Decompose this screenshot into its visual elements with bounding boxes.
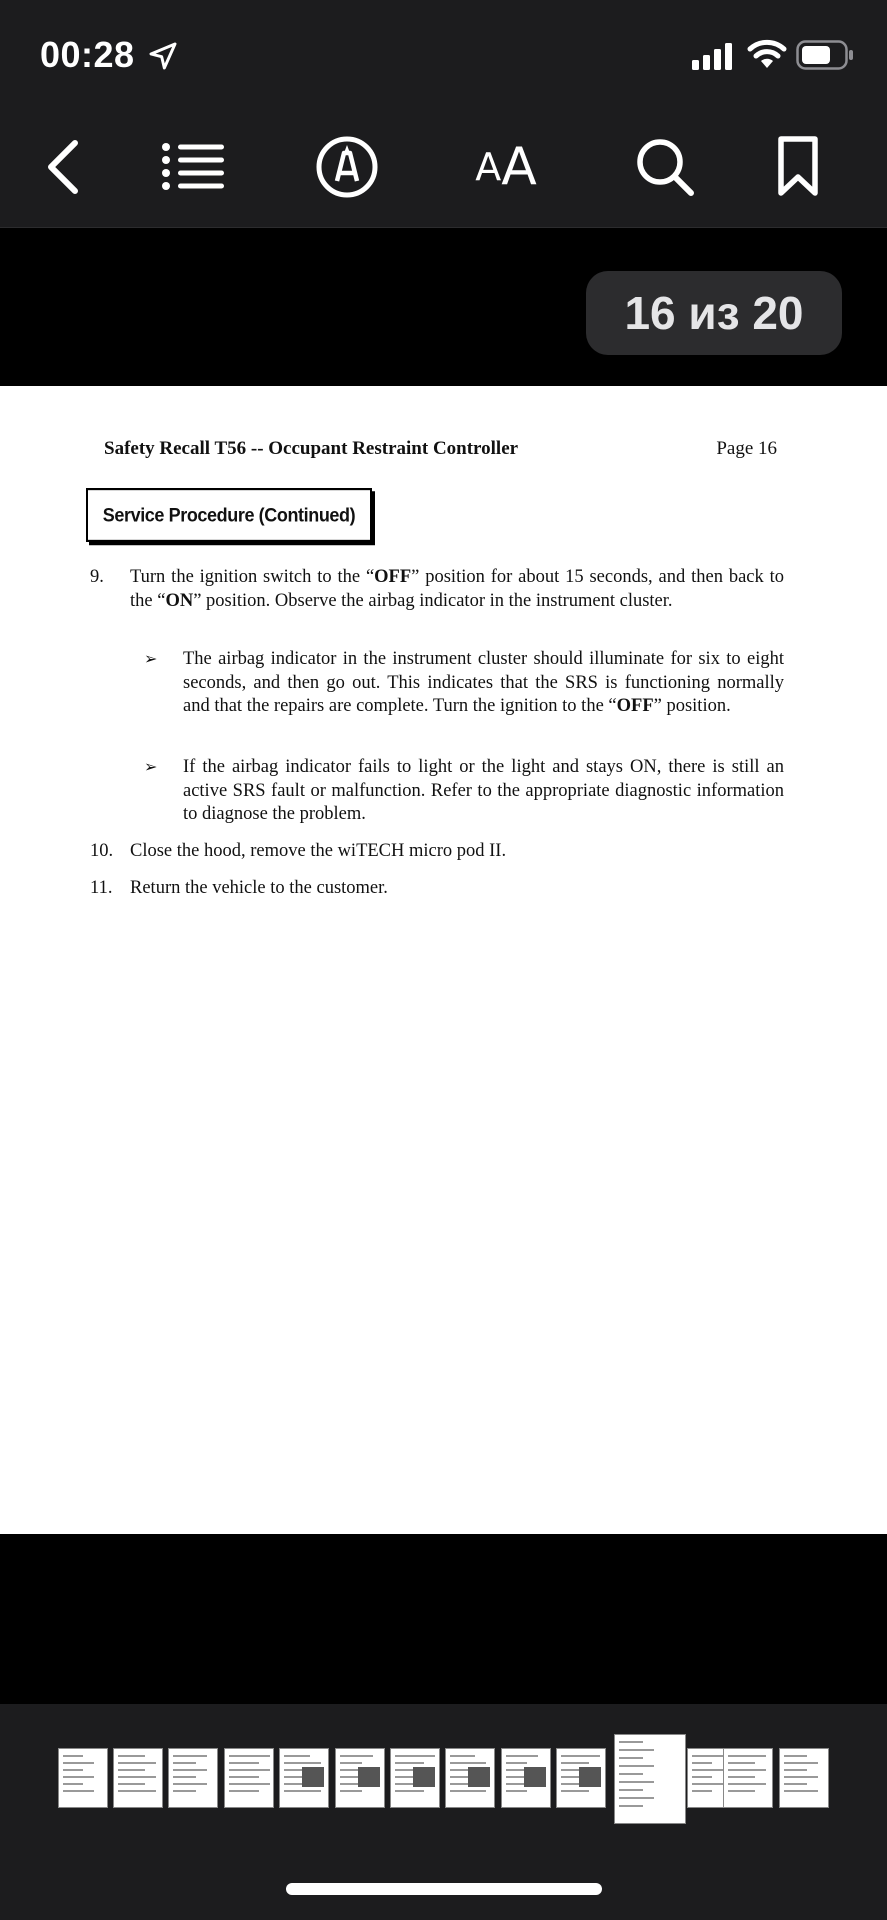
thumbnail-text-line xyxy=(118,1755,145,1757)
text-size-button[interactable] xyxy=(468,132,544,202)
thumbnail-text-line xyxy=(450,1755,475,1757)
thumbnail-text-line xyxy=(561,1790,589,1792)
battery-icon xyxy=(796,40,854,70)
thumbnail-text-line xyxy=(784,1790,818,1792)
page-thumbnail[interactable] xyxy=(614,1734,686,1824)
chevron-left-icon xyxy=(41,137,85,197)
reader-toolbar xyxy=(0,110,887,228)
thumbnail-text-line xyxy=(506,1755,538,1757)
thumbnail-image xyxy=(302,1767,324,1787)
thumbnail-text-line xyxy=(784,1769,807,1771)
procedure-bullet xyxy=(144,648,784,719)
thumbnail-text-line xyxy=(728,1783,766,1785)
page-thumbnail[interactable] xyxy=(445,1748,495,1808)
arrow-bullet-icon: ➢ xyxy=(144,759,158,776)
document-header-page: Page 16 xyxy=(716,438,777,459)
procedure-bullet xyxy=(144,756,784,827)
thumbnail-text-line xyxy=(229,1790,259,1792)
thumbnail-image xyxy=(413,1767,435,1787)
thumbnail-text-line xyxy=(692,1790,712,1792)
magnifier-icon xyxy=(633,135,697,199)
thumbnail-text-line xyxy=(340,1790,362,1792)
back-button[interactable] xyxy=(28,132,98,202)
thumbnail-text-line xyxy=(506,1790,527,1792)
bookmark-icon xyxy=(774,135,822,199)
step-number: 11. xyxy=(90,878,113,898)
procedure-step xyxy=(90,840,784,864)
thumbnail-text-line xyxy=(284,1755,310,1757)
page-thumbnail[interactable] xyxy=(501,1748,551,1808)
page-thumbnail[interactable] xyxy=(224,1748,274,1808)
thumbnail-image xyxy=(358,1767,380,1787)
thumbnail-text-line xyxy=(229,1762,259,1764)
thumbnail-text-line xyxy=(692,1762,712,1764)
thumbnail-text-line xyxy=(784,1762,818,1764)
thumbnail-text-line xyxy=(619,1781,654,1783)
thumbnail-text-line xyxy=(395,1762,424,1764)
thumbnail-text-line xyxy=(395,1790,424,1792)
thumbnail-text-line xyxy=(619,1797,654,1799)
thumbnail-text-line xyxy=(728,1755,766,1757)
arrow-bullet-icon: ➢ xyxy=(144,651,158,668)
thumbnail-text-line xyxy=(229,1769,270,1771)
thumbnail-text-line xyxy=(118,1790,156,1792)
page-thumbnail[interactable] xyxy=(168,1748,218,1808)
step-text: Close the hood, remove the wiTECH micro pod II. xyxy=(130,841,507,861)
thumbnail-text-line xyxy=(229,1755,270,1757)
thumbnail-text-line xyxy=(450,1762,486,1764)
thumbnail-text-line xyxy=(118,1769,145,1771)
thumbnail-text-line xyxy=(619,1741,643,1743)
wifi-icon xyxy=(747,38,787,70)
thumbnail-text-line xyxy=(173,1790,196,1792)
thumbnail-text-line xyxy=(506,1762,527,1764)
thumbnail-image xyxy=(524,1767,546,1787)
thumbnail-text-line xyxy=(784,1776,818,1778)
status-bar xyxy=(0,0,887,110)
thumbnail-text-line xyxy=(229,1776,259,1778)
list-icon xyxy=(160,141,226,193)
thumbnail-text-line xyxy=(784,1755,807,1757)
step-text: Turn the ignition switch to the “OFF” position for about 15 seconds, and then back to the “ON” position. Observe the airbag indicator in the instrument cluster. xyxy=(130,567,784,611)
thumbnail-text-line xyxy=(450,1790,486,1792)
thumbnail-text-line xyxy=(692,1755,723,1757)
thumbnail-text-line xyxy=(728,1776,755,1778)
thumbnail-text-line xyxy=(619,1805,643,1807)
thumbnail-text-line xyxy=(728,1762,755,1764)
search-button[interactable] xyxy=(630,132,700,202)
home-indicator[interactable] xyxy=(286,1883,602,1895)
thumbnail-image xyxy=(579,1767,601,1787)
page-thumbnail[interactable] xyxy=(113,1748,163,1808)
thumbnail-text-line xyxy=(619,1789,643,1791)
page-thumbnail[interactable] xyxy=(723,1748,773,1808)
thumbnail-text-line xyxy=(561,1762,589,1764)
page-thumbnail[interactable] xyxy=(58,1748,108,1808)
thumbnail-text-line xyxy=(229,1783,270,1785)
thumbnail-text-line xyxy=(63,1769,83,1771)
pencil-circle-icon xyxy=(315,135,379,199)
procedure-step xyxy=(90,877,784,901)
thumbnail-text-line xyxy=(63,1776,94,1778)
thumbnail-text-line xyxy=(561,1755,600,1757)
thumbnail-text-line xyxy=(118,1762,156,1764)
thumbnail-text-line xyxy=(63,1755,83,1757)
thumbnail-text-line xyxy=(340,1762,362,1764)
thumbnail-text-line xyxy=(395,1755,435,1757)
page-thumbnail[interactable] xyxy=(335,1748,385,1808)
thumbnail-text-line xyxy=(118,1776,156,1778)
thumbnail-text-line xyxy=(63,1762,94,1764)
bullet-text: The airbag indicator in the instrument cluster should illuminate for six to eight seconds, and then go out. This indicates that the SRS is functioning normally and that the repairs are complete. Turn the ignition to the “OFF” position. xyxy=(183,649,784,716)
table-of-contents-button[interactable] xyxy=(158,132,228,202)
document-header-title: Safety Recall T56 -- Occupant Restraint Controller xyxy=(104,438,519,459)
thumbnail-text-line xyxy=(173,1776,196,1778)
thumbnail-text-line xyxy=(728,1769,766,1771)
thumbnail-image xyxy=(468,1767,490,1787)
step-text: Return the vehicle to the customer. xyxy=(130,878,388,898)
page-thumbnail[interactable] xyxy=(779,1748,829,1808)
section-title-box xyxy=(86,488,372,542)
step-number: 10. xyxy=(90,841,114,861)
page-thumbnail[interactable] xyxy=(390,1748,440,1808)
page-thumbnails xyxy=(0,1748,887,1828)
bullet-text: If the airbag indicator fails to light or the light and stays ON, there is still an active SRS fault or malfunction. Refer to the appropriate diagnostic information to diagnose the problem. xyxy=(183,757,784,824)
thumbnail-text-line xyxy=(118,1783,145,1785)
thumbnail-text-line xyxy=(63,1790,94,1792)
text-size-big-label: A xyxy=(501,137,537,197)
thumbnail-text-line xyxy=(784,1783,807,1785)
page-thumbnail[interactable] xyxy=(556,1748,606,1808)
thumbnail-text-line xyxy=(284,1790,321,1792)
cellular-signal-icon xyxy=(692,42,736,70)
thumbnail-text-line xyxy=(619,1757,643,1759)
procedure-step xyxy=(90,566,784,613)
bookmark-button[interactable] xyxy=(763,132,833,202)
thumbnail-text-line xyxy=(173,1783,207,1785)
thumbnail-text-line xyxy=(692,1776,712,1778)
status-time: 00:28 xyxy=(40,34,135,75)
thumbnail-text-line xyxy=(173,1762,196,1764)
thumbnail-text-line xyxy=(619,1749,654,1751)
section-title: Service Procedure (Continued) xyxy=(102,503,356,526)
page-counter: 16 из 20 xyxy=(586,271,842,355)
thumbnail-text-line xyxy=(173,1755,207,1757)
thumbnail-text-line xyxy=(728,1790,755,1792)
thumbnail-text-line xyxy=(692,1783,723,1785)
thumbnail-text-line xyxy=(619,1773,643,1775)
thumbnail-text-line xyxy=(340,1755,373,1757)
location-arrow-icon xyxy=(147,40,179,72)
text-size-small-label: A xyxy=(475,145,502,189)
thumbnail-text-line xyxy=(619,1765,654,1767)
thumbnail-text-line xyxy=(63,1783,83,1785)
step-number: 9. xyxy=(90,567,104,587)
page-thumbnail[interactable] xyxy=(279,1748,329,1808)
thumbnail-text-line xyxy=(692,1769,723,1771)
markup-button[interactable] xyxy=(312,132,382,202)
document-page[interactable] xyxy=(0,386,887,1534)
thumbnail-text-line xyxy=(284,1762,321,1764)
thumbnail-text-line xyxy=(173,1769,207,1771)
